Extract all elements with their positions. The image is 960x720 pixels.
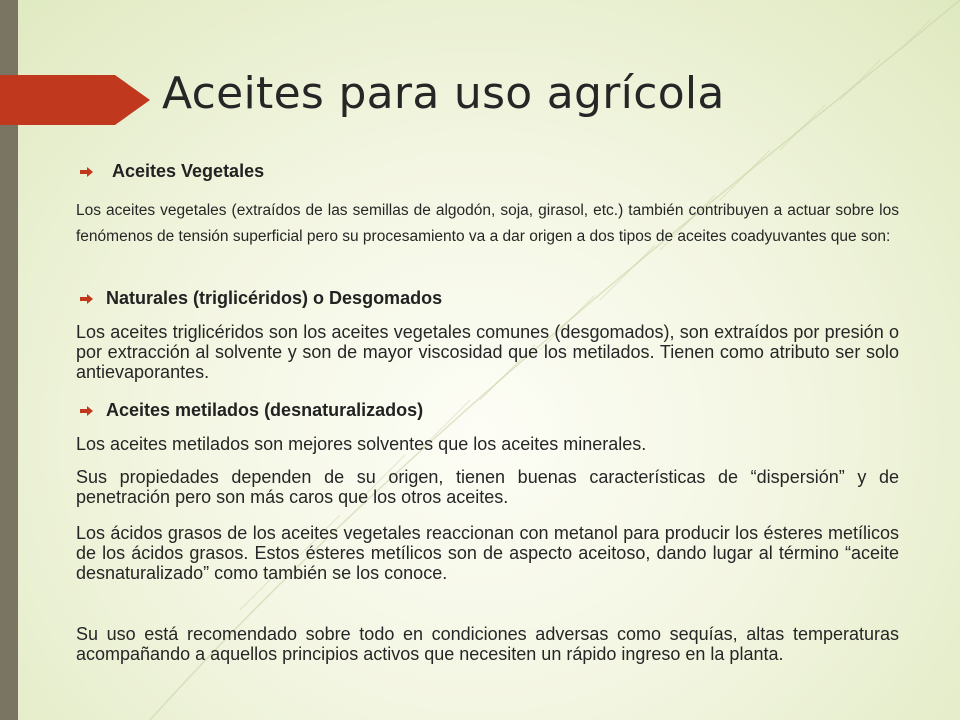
- section-heading: Aceites metilados (desnaturalizados): [106, 400, 424, 420]
- paragraph-metilados-1: Los aceites metilados son mejores solventes que los aceites minerales.: [76, 434, 647, 454]
- paragraph-metilados-3: Los ácidos grasos de los aceites vegetales reaccionan con metanol para producir los ésteres metílicos de los ácidos grasos. Estos ésteres metílicos son de aspecto aceitoso, dando lugar al término “aceite desnaturalizado” como también se los conoce.: [76, 523, 899, 583]
- paragraph-metilados-4: Su uso está recomendado sobre todo en condiciones adversas como sequías, altas temperaturas acompañando a aquellos principios activos que necesiten un rápido ingreso en la planta.: [76, 624, 899, 664]
- bullet-naturales: [80, 288, 442, 309]
- arrow-right-icon: [80, 292, 94, 306]
- paragraph-metilados-2: Sus propiedades dependen de su origen, tienen buenas características de “dispersión” y de penetración pero son más caros que los otros aceites.: [76, 467, 899, 507]
- section-heading: Aceites Vegetales: [112, 161, 265, 181]
- paragraph-naturales: Los aceites triglicéridos son los aceites vegetales comunes (desgomados), son extraídos por presión o por extracción al solvente y son de mayor viscosidad que los metilados. Tienen como atributo ser solo antievaporantes.: [76, 322, 899, 382]
- arrow-right-icon: [80, 165, 94, 179]
- arrow-right-icon: [80, 404, 94, 418]
- paragraph-aceites-vegetales: Los aceites vegetales (extraídos de las semillas de algodón, soja, girasol, etc.) también contribuyen a actuar sobre los fenómenos de tensión superficial pero su procesamiento va a dar origen a dos tipos de aceites coadyuvantes que son:: [76, 202, 899, 245]
- slide-title: Aceites para uso agrícola: [162, 68, 725, 119]
- bullet-metilados: [80, 400, 423, 421]
- bullet-aceites-vegetales: [80, 161, 264, 182]
- section-heading: Naturales (triglicéridos) o Desgomados: [106, 288, 443, 308]
